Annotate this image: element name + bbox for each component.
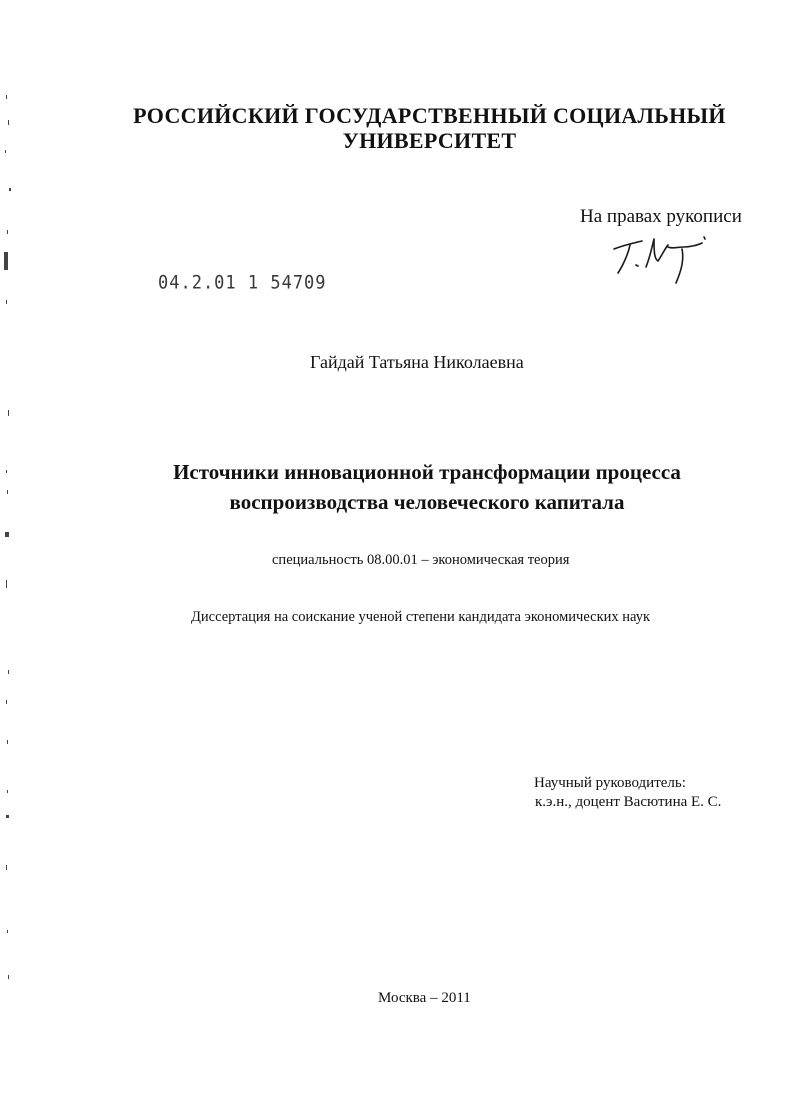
university-name-line1: РОССИЙСКИЙ ГОСУДАРСТВЕННЫЙ СОЦИАЛЬНЫЙ bbox=[133, 103, 726, 128]
university-name bbox=[0, 103, 799, 153]
university-name-line2: УНИВЕРСИТЕТ bbox=[342, 128, 517, 153]
city-year: Москва – 2011 bbox=[378, 990, 471, 1006]
advisor-label: Научный руководитель: bbox=[534, 775, 686, 791]
thesis-title bbox=[0, 457, 799, 517]
archive-stamp-number: 04.2.01 1 54709 bbox=[158, 272, 327, 294]
thesis-title-line1: Источники инновационной трансформации процесса bbox=[173, 460, 681, 484]
scan-edge-marks bbox=[0, 0, 30, 1093]
scientific-advisor bbox=[534, 774, 721, 812]
manuscript-rights-note: На правах рукописи bbox=[580, 206, 742, 227]
author-name: Гайдай Татьяна Николаевна bbox=[310, 352, 524, 372]
handwritten-signature bbox=[612, 233, 712, 291]
advisor-name: к.э.н., доцент Васютина Е. С. bbox=[535, 794, 722, 810]
thesis-title-line2: воспроизводства человеческого капитала bbox=[229, 490, 625, 514]
specialty-line: специальность 08.00.01 – экономическая теория bbox=[272, 552, 570, 568]
degree-line: Диссертация на соискание ученой степени кандидата экономических наук bbox=[191, 609, 651, 625]
